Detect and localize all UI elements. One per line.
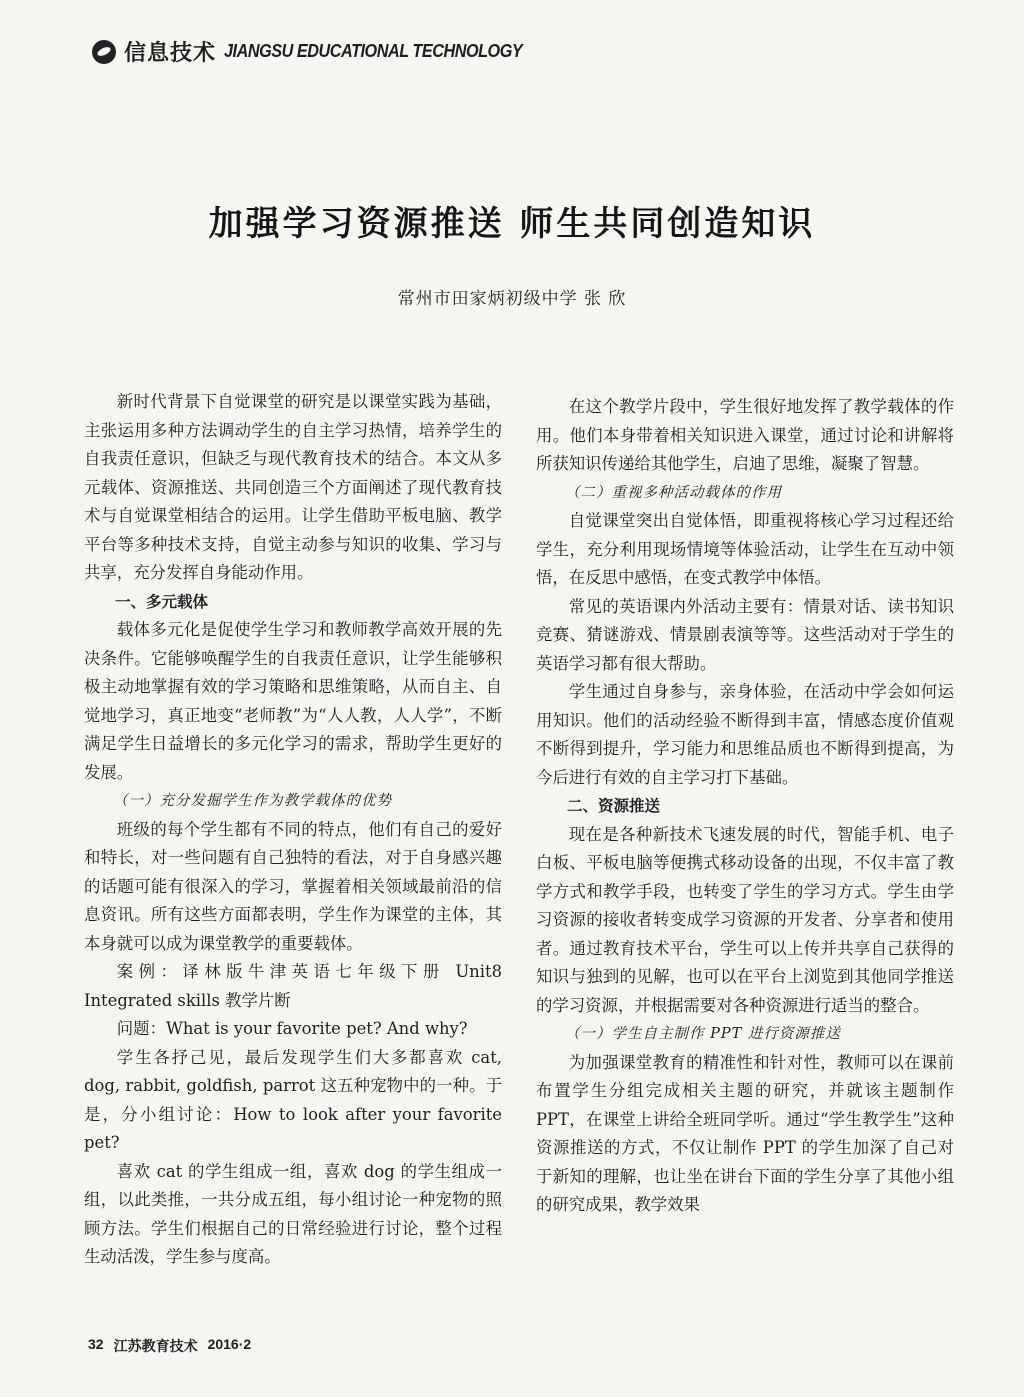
running-header bbox=[92, 36, 555, 67]
footer-issue: 2016·2 bbox=[207, 1336, 252, 1352]
paragraph: 班级的每个学生都有不同的特点，他们有自己的爱好和特长，对一些问题有自己独特的看法，对于自身感兴趣的话题可能有很深入的学习，掌握着相关领域最前沿的信息资讯。所有这些方面都表明，学生作为课堂的主体，其本身就可以成为课堂教学的重要载体。 bbox=[84, 819, 502, 953]
paragraph: 喜欢 cat 的学生组成一组，喜欢 dog 的学生组成一组，以此类推，一共分成五组，每小组讨论一种宠物的照顾方法。学生们根据自己的日常经验进行讨论，整个过程生动活泼，学生参与度高。 bbox=[84, 1161, 502, 1266]
footer-journal-name: 江苏教育技术 bbox=[113, 1338, 198, 1354]
section-heading: 二、资源推送 bbox=[567, 797, 661, 815]
paragraph: 学生通过自身参与，亲身体验，在活动中学会如何运用知识。他们的活动经验不断得到丰富，情感态度价值观不断得到提升，学习能力和思维品质也不断得到提高，为今后进行有效的自主学习打下基础。 bbox=[536, 682, 954, 787]
paragraph: 常见的英语课内外活动主要有：情景对话、读书知识竞赛、猜谜游戏、情景剧表演等等。这些活动对于学生的英语学习都有很大帮助。 bbox=[536, 596, 954, 673]
article-author: 常州市田家炳初级中学 张 欣 bbox=[397, 289, 627, 309]
journal-logo-icon bbox=[92, 40, 116, 64]
page-footer bbox=[88, 1336, 251, 1356]
paragraph: 为加强课堂教育的精准性和针对性，教师可以在课前布置学生分组完成相关主题的研究，并就该主题制作 PPT，在课堂上讲给全班同学听。通过“学生教学生”这种资源推送的方式，不仅让制作 PPT 的学生加深了自己对于新知的理解，也让坐在讲台下面的学生分享了其他小组的研究成果，教学效果 bbox=[536, 1052, 954, 1214]
paragraph: 载体多元化是促使学生学习和教师教学高效开展的先决条件。它能够唤醒学生的自我责任意识，让学生能够积极主动地掌握有效的学习策略和思维策略，从而自主、自觉地学习，真正地变“老师教”为“人人教，人人学”，不断满足学生日益增长的多元化学习的需求，帮助学生更好的发展。 bbox=[84, 620, 502, 782]
page-number: 32 bbox=[88, 1336, 104, 1352]
paragraph: 案例：译林版牛津英语七年级下册 Unit8 Integrated skills 教学片断 bbox=[84, 962, 502, 1010]
subsection-heading: （一）充分发掘学生作为教学载体的优势 bbox=[113, 793, 392, 809]
section-name: 信息技术 bbox=[124, 40, 217, 65]
paragraph: 学生各抒己见，最后发现学生们大多都喜欢 cat, dog, rabbit, goldfish, parrot 这五种宠物中的一种。于是，分小组讨论：How to look after your favorite pet? bbox=[84, 1047, 502, 1152]
section-heading: 一、多元载体 bbox=[115, 592, 209, 611]
paragraph: 自觉课堂突出自觉体悟，即重视将核心学习过程还给学生，充分利用现场情境等体验活动，让学生在互动中领悟，在反思中感悟，在变式教学中体悟。 bbox=[536, 511, 954, 587]
paragraph: 新时代背景下自觉课堂的研究是以课堂实践为基础，主张运用多种方法调动学生的自主学习热情，培养学生的自我责任意识，但缺乏与现代教育技术的结合。本文从多元载体、资源推送、共同创造三个方面阐述了现代教育技术与自觉课堂相结合的运用。让学生借助平板电脑、教学平台等多种技术支持，自觉主动参与知识的收集、学习与共享，充分发挥自身能动作用。 bbox=[84, 392, 502, 582]
subsection-heading: （二）重视多种活动载体的作用 bbox=[565, 484, 782, 501]
subsection-heading: （一）学生自主制作 PPT 进行资源推送 bbox=[565, 1026, 841, 1042]
right-column bbox=[536, 393, 954, 1220]
paragraph: 问题：What is your favorite pet? And why? bbox=[116, 1019, 468, 1038]
paragraph: 在这个教学片段中，学生很好地发挥了教学载体的作用。他们本身带着相关知识进入课堂，通过讨论和讲解将所获知识传递给其他学生，启迪了思维，凝聚了智慧。 bbox=[536, 397, 954, 473]
left-column bbox=[84, 388, 502, 1272]
journal-english-name: JIANGSU EDUCATIONAL TECHNOLOGY bbox=[224, 41, 523, 61]
paragraph: 现在是各种新技术飞速发展的时代，智能手机、电子白板、平板电脑等便携式移动设备的出现，不仅丰富了教学方式和教学手段，也转变了学生的学习方式。学生由学习资源的接收者转变成学习资源的开发者、分享者和使用者。通过教育技术平台，学生可以上传并共享自己获得的知识与独到的见解，也可以在平台上浏览到其他同学推送的学习资源，并根据需要对各种资源进行适当的整合。 bbox=[536, 824, 954, 1015]
article-title: 加强学习资源推送 师生共同创造知识 bbox=[208, 204, 816, 244]
